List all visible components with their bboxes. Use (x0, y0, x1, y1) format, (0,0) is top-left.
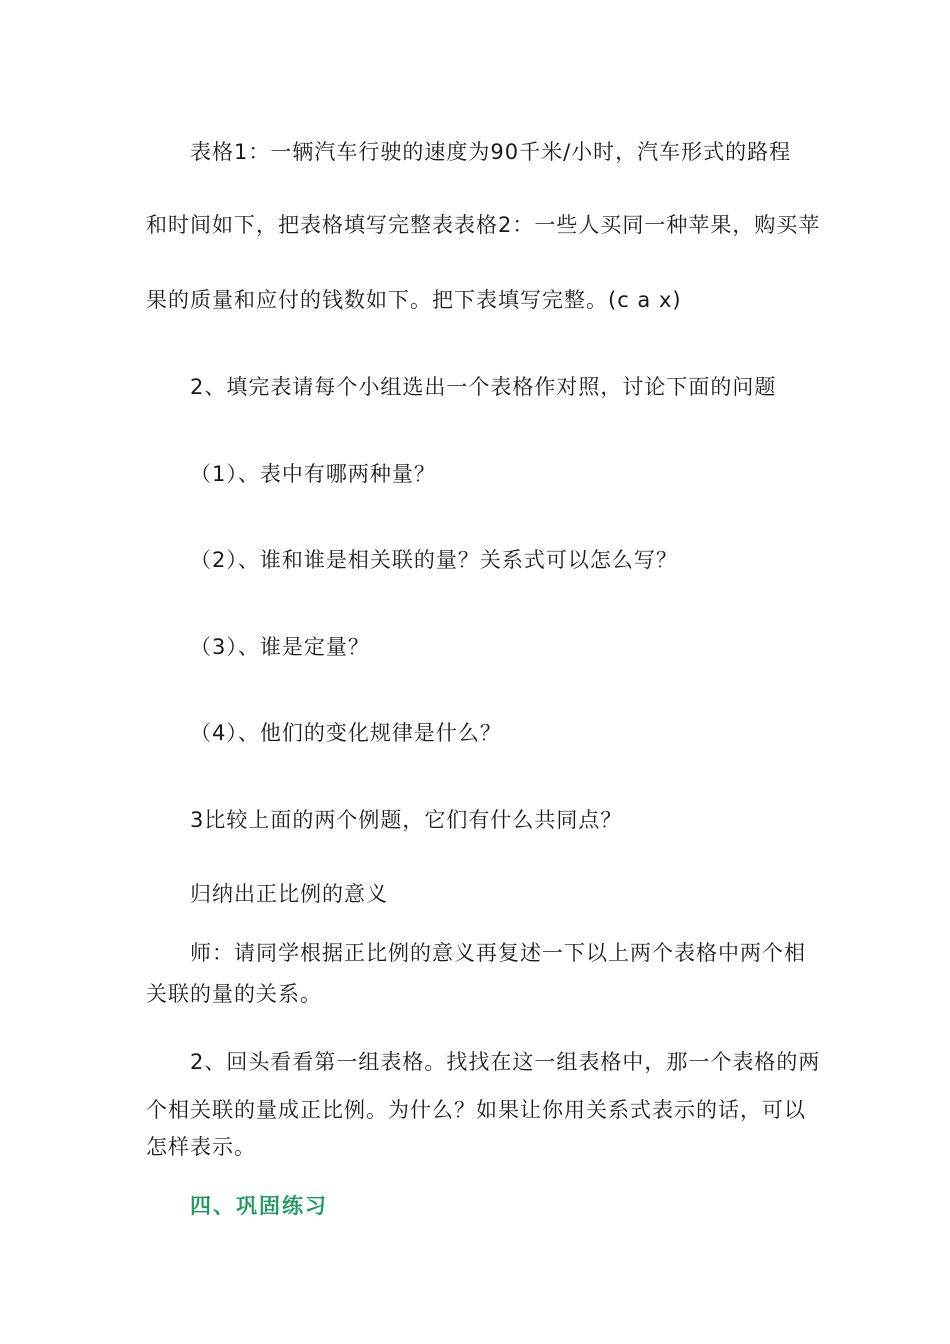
paragraph-compare: 3比较上面的两个例题，它们有什么共同点？ (190, 808, 623, 832)
paragraph-table1-line2: 和时间如下，把表格填写完整表表格2：一些人买同一种苹果，购买苹 (146, 213, 821, 237)
paragraph-review-line2: 个相关联的量成正比例。为什么？如果让你用关系式表示的话，可以 (146, 1098, 806, 1122)
paragraph-teacher-line1: 师：请同学根据正比例的意义再复述一下以上两个表格中两个相 (190, 941, 806, 965)
question-4: （4）、他们的变化规律是什么？ (190, 721, 502, 745)
paragraph-teacher-line2: 关联的量的关系。 (146, 982, 322, 1006)
paragraph-table1-line3: 果的质量和应付的钱数如下。把下表填写完整。(c a x) (146, 288, 682, 312)
question-2: （2）、谁和谁是相关联的量？关系式可以怎么写？ (190, 548, 678, 572)
paragraph-table1-line1: 表格1：一辆汽车行驶的速度为90千米/小时，汽车形式的路程 (190, 140, 792, 164)
question-3: （3）、谁是定量？ (190, 635, 370, 659)
paragraph-review-line3: 怎样表示。 (146, 1135, 256, 1159)
section-heading: 四、巩固练习 (190, 1194, 328, 1218)
paragraph-discussion: 2、填完表请每个小组选出一个表格作对照，讨论下面的问题 (190, 375, 777, 399)
paragraph-review-line1: 2、回头看看第一组表格。找找在这一组表格中，那一个表格的两 (190, 1050, 821, 1074)
paragraph-summary: 归纳出正比例的意义 (190, 882, 388, 906)
question-1: （1）、表中有哪两种量？ (190, 462, 436, 486)
